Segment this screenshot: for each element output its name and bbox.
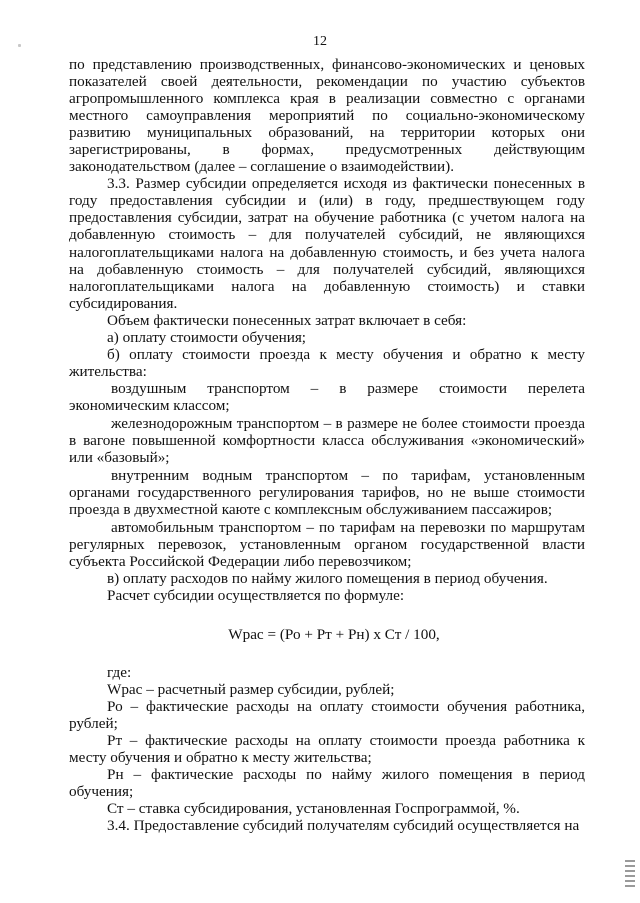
paragraph-item-a: а) оплату стоимости обучения; — [107, 328, 307, 346]
page-number: 12 — [313, 34, 327, 49]
paragraph-air-transport: воздушным транспортом – в размере стоимости перелета экономическим классом; — [69, 379, 585, 414]
paragraph-3-3: 3.3. Размер субсидии определяется исходя из фактически понесенных в году предоставления субсидии и (или) в году, предшествующем году предоставления субсидии, затрат на обучение работника (с учетом налога на добавленную стоимость – для получателей субсидий, не являющихся налогоплательщиками налога на добавленную стоимость, и без учета налога на добавленную стоимость – для получателей субсидий, являющихся налогоплательщиками налога на добавленную стоимость) и ставки субсидирования. — [69, 175, 585, 312]
paragraph-formula-intro: Расчет субсидии осуществляется по формуле: — [107, 587, 405, 605]
paragraph-auto-transport: автомобильным транспортом – по тарифам на перевозки по маршрутам регулярных перевозок, установленным органом государственной власти субъекта Российской Федерации либо перевозчиком; — [69, 519, 585, 571]
definition-ro: Ро – фактические расходы на оплату стоимости обучения работника, рублей; — [69, 697, 585, 732]
paragraph-soglashenie: по представлению производственных, финансово-экономических и ценовых показателей своей деятельности, рекомендации по участию субъектов агропромышленного комплекса края в реализации совместно с органами местного самоуправления мероприятий по социально-экономическому развитию муниципальных образований, на территории которых они зарегистрированы, в формах, предусмотренных действующим законодательством (далее – соглашение о взаимодействии). — [69, 56, 585, 176]
paragraph-costs-intro: Объем фактически понесенных затрат включает в себя: — [107, 311, 467, 329]
definition-rn: Рн – фактические расходы по найму жилого помещения в период обучения; — [69, 765, 585, 800]
paragraph-rail-transport: железнодорожным транспортом – в размере не более стоимости проезда в вагоне повышенной комфортности класса обслуживания «экономический» или «базовый»; — [69, 414, 585, 467]
paragraph-item-v: в) оплату расходов по найму жилого помещения в период обучения. — [107, 570, 548, 588]
scan-edge-marks — [625, 860, 635, 890]
definition-rt: Рт – фактические расходы на оплату стоимости проезда работника к месту обучения и обратно к месту жительства; — [69, 731, 585, 766]
paragraph-3-4: 3.4. Предоставление субсидий получателям субсидий осуществляется на — [107, 816, 580, 834]
definition-st: Ст – ставка субсидирования, установленная Госпрограммой, %. — [107, 799, 520, 817]
definition-wras: Wрас – расчетный размер субсидии, рублей; — [107, 680, 395, 698]
subsidy-formula: Wрас = (Ро + Рт + Рн) х Ст / 100, — [228, 625, 440, 643]
paragraph-item-b: б) оплату стоимости проезда к месту обучения и обратно к месту жительства: — [69, 345, 585, 380]
definition-where: где: — [107, 663, 132, 681]
document-body — [69, 56, 585, 834]
paragraph-water-transport: внутренним водным транспортом – по тарифам, установленным органами государственного регулирования тарифов, но не выше стоимости проезда в двухместной каюте с комплексным обслуживанием пассажиров; — [69, 467, 585, 519]
